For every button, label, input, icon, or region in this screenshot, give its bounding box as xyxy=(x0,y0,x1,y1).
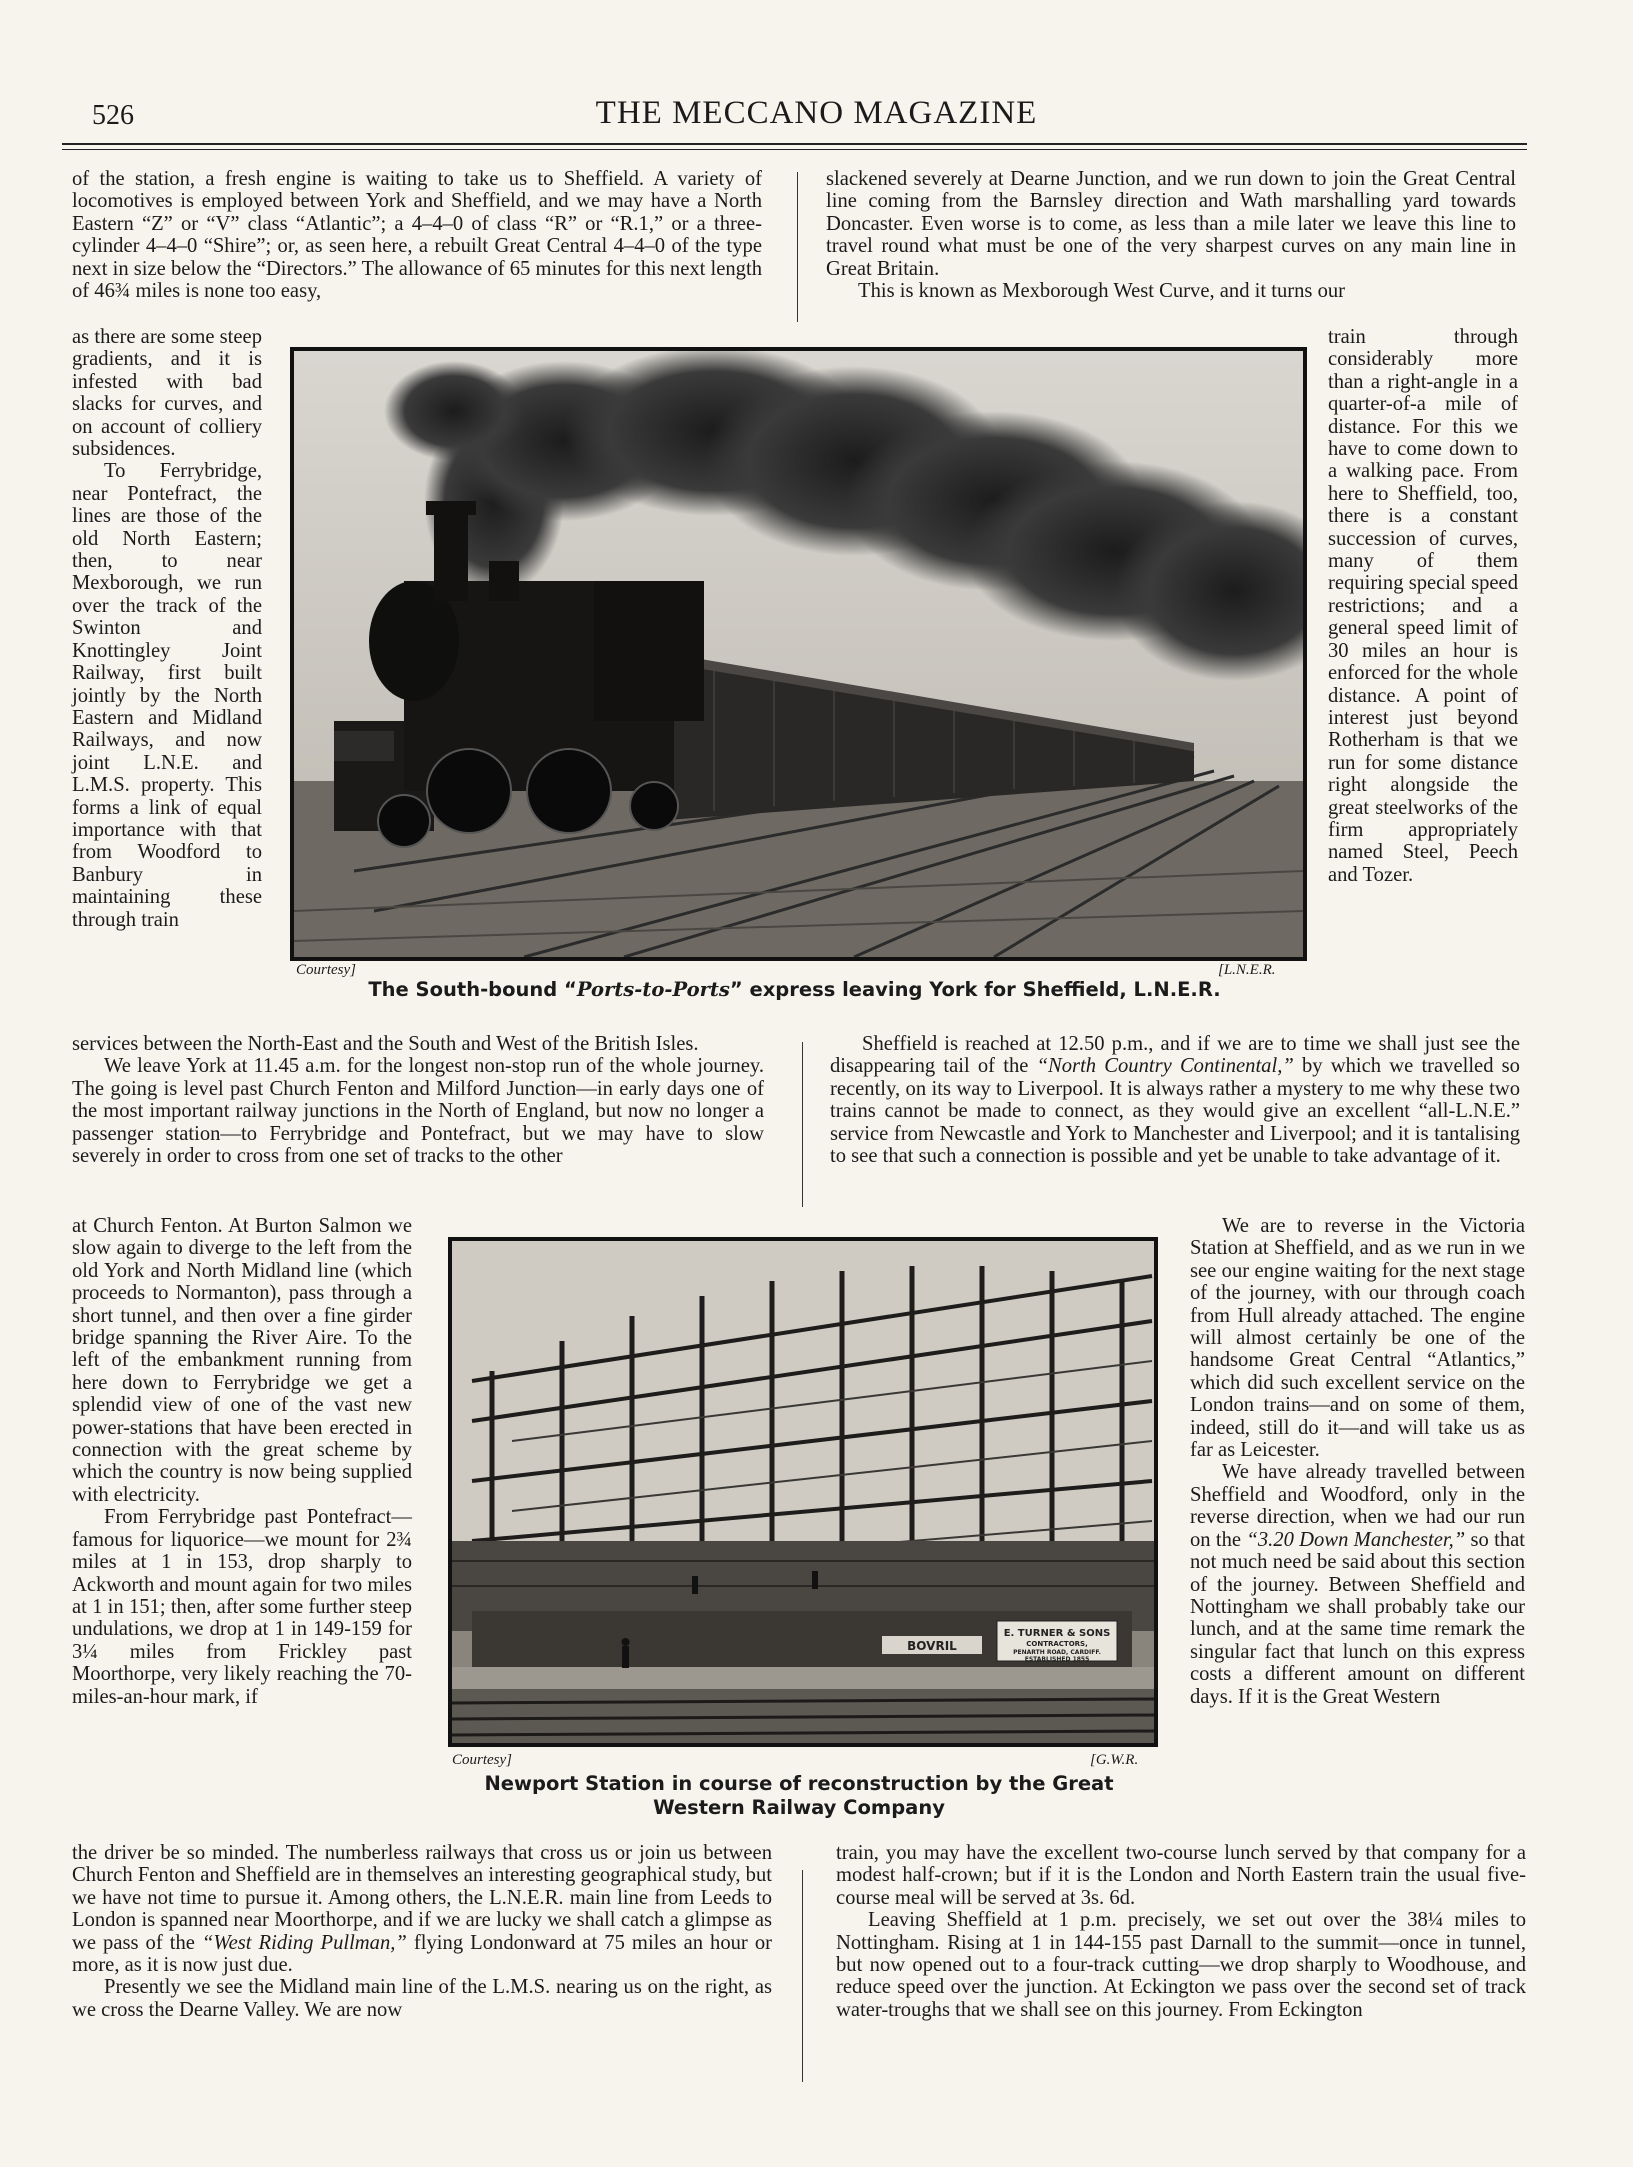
locomotive-photo-caption xyxy=(290,978,1299,1002)
train-name: “3.20 Down Manchester,” xyxy=(1246,1528,1466,1551)
paragraph-text: so that not much need be said about this section of the journey. Between Sheffield and Nottingham we shall probably take our lunch, and at the same time remark the singular fact that lunch on this express costs a different amount on different days. If it is the Great Western xyxy=(1190,1528,1526,1708)
photo-courtesy: Courtesy] xyxy=(452,1752,512,1768)
paragraph-text: We have already travelled between Sheffield and Woodford, only in the reverse direction, when we had our run on the xyxy=(1190,1461,1525,1551)
hoarding-sign-text: PENARTH ROAD, CARDIFF. xyxy=(1013,1649,1101,1656)
paragraph: Leaving Sheffield at 1 p.m. precisely, we set out over the 38¼ miles to Nottingham. Rising at 1 in 144-155 past Darnall to the summit—once in tunnel, but now opened out to a four-track cutting—we drop sharply to Woodhouse, and reduce speed over the junction. At Eckington we pass over the second set of track water-troughs that we shall see on this journey. From Eckington xyxy=(836,1909,1526,2021)
paragraph: We leave York at 11.45 a.m. for the longest non-stop run of the whole journey. The going is level past Church Fenton and Milford Junction—in early days one of the most important railway junctions in the North of England, but now no longer a passenger station—to Ferrybridge and Pontefract, but we may have to slow severely in order to cross from one set of tracks to the other xyxy=(72,1055,764,1168)
paragraph-text: the driver be so minded. The numberless railways that cross us or join us between Church Fenton and Sheffield are in themselves an interesting geographical study, but we have not time to pursue it. Among others, the L.N.E.R. main line from Leeds to London is spanned near Moorthorpe, and if we are lucky we shall catch a glimpse as we pass of the xyxy=(72,1842,772,1954)
text-left-top xyxy=(72,168,762,302)
hoarding-sign-text: E. TURNER & SONS xyxy=(1003,1628,1111,1639)
text-left-narrow-2 xyxy=(72,1215,412,1708)
text-right-narrow xyxy=(1328,326,1518,886)
paragraph-text: Sheffield is reached at 12.50 p.m., and if we are to time we shall just see the disappearing tail of the xyxy=(830,1033,1520,1078)
paragraph: We are to reverse in the Victoria Station at Sheffield, and as we run in we see our engine waiting for the next stage of the journey, with our through coach from Hull already attached. The engine will almost certainly be one of the handsome Great Central “Atlantics,” which did such excellent service on the London trains—and on some of them, indeed, still do it—and will take us as far as Leicester. xyxy=(1190,1215,1525,1462)
column-rule-middle xyxy=(802,1042,803,1207)
train-name: “North Country Continental,” xyxy=(1036,1055,1294,1078)
photo-courtesy: Courtesy] xyxy=(296,962,356,978)
paragraph: This is known as Mexborough West Curve, and it turns our xyxy=(858,280,1346,303)
paragraph: of the station, a fresh engine is waiting to take us to Sheffield. A variety of locomotives is employed between York and Sheffield, and we may have a North Eastern “Z” or “V” class “Atlantic”; a 4–4–0 of class “R” or “R.1,” or a three-cylinder 4–4–0 “Shire”; or, as seen here, a rebuilt Great Central 4–4–0 of the type next in size below the “Directors.” The allowance of 65 minutes for this next length of 46¾ miles is none too easy, xyxy=(72,168,762,303)
caption-text: The South-bound “ xyxy=(368,978,577,1001)
text-right-narrow-2 xyxy=(1190,1215,1525,1708)
paragraph-text: flying Londonward at 75 miles an hour or more, as it is now just due. xyxy=(72,1931,772,1977)
text-right-mid xyxy=(830,1033,1520,1167)
hoarding-sign-text: ESTABLISHED 1855 xyxy=(1024,1656,1090,1663)
magazine-title: THE MECCANO MAGAZINE xyxy=(595,95,1038,131)
photo-credit: [G.W.R. xyxy=(1090,1752,1139,1768)
paragraph: as there are some steep gradients, and it is infested with bad slacks for curves, and on account of colliery subsidences. xyxy=(72,326,262,461)
train-name: “West Riding Pullman,” xyxy=(201,1931,407,1954)
header-rule-thin xyxy=(62,149,1527,150)
caption-train-name: Ports-to-Ports xyxy=(576,978,730,1001)
header-rule xyxy=(62,143,1527,145)
hoarding-sign-text: CONTRACTORS, xyxy=(1026,1640,1088,1648)
text-left-bottom xyxy=(72,1842,772,2021)
text-left-mid xyxy=(72,1033,764,1167)
paragraph: train through considerably more than a right-angle in a quarter-of-a mile of distance. For this we have to come down to a walking pace. From here to Sheffield, too, there is a constant succession of curves, many of them requiring special speed restrictions; and a general speed limit of 30 miles an hour is enforced for the whole distance. A point of interest just beyond Rotherham is that we run for some distance right alongside the great steelworks of the firm appropriately named Steel, Peech and Tozer. xyxy=(1328,326,1518,886)
paragraph: To Ferrybridge, near Pontefract, the lines are those of the old North Eastern; then, to near Mexborough, we run over the track of the Swinton and Knottingley Joint Railway, first built jointly by the North Eastern and Midland Railways, and now joint L.N.E. and L.M.S. property. This forms a link of equal importance with that from Woodford to Banbury in maintaining these through train xyxy=(72,460,262,931)
paragraph-text: by which we travelled so recently, on its way to Liverpool. It is always rather a mystery to me why these two trains cannot be made to connect, as they would give an excellent “all-L.N.E.” service from Newcastle and York to Manchester and Liverpool; and it is tantalising to see that such a connection is possible and yet be unable to take advantage of it. xyxy=(830,1055,1520,1168)
paragraph: Presently we see the Midland main line of the L.M.S. nearing us on the right, as we cross the Dearne Valley. We are now xyxy=(72,1976,772,2021)
page-number: 526 xyxy=(92,100,134,131)
station-photo xyxy=(448,1237,1158,1747)
paragraph: From Ferrybridge past Pontefract—famous for liquorice—we mount for 2¾ miles at 1 in 153, drop sharply to Ackworth and mount again for two miles at 1 in 151; then, after some further steep undulations, we drop at 1 in 149-159 for 3¼ miles from Frickley past Moorthorpe, very likely reaching the 70-miles-an-hour mark, if xyxy=(72,1506,412,1708)
locomotive-photo-image xyxy=(294,351,1303,957)
station-photo-caption: Newport Station in course of reconstruction by the Great Western Railway Company xyxy=(484,1772,1114,1819)
text-right-top xyxy=(826,168,1516,302)
paragraph: services between the North-East and the South and West of the British Isles. xyxy=(72,1033,699,1055)
paragraph: train, you may have the excellent two-course lunch served by that company for a modest half-crown; but if it is the London and North Eastern train the usual five-course meal will be served at 3s. 6d. xyxy=(836,1842,1526,1909)
text-left-narrow xyxy=(72,326,262,931)
column-rule-bottom xyxy=(802,1870,803,2082)
paragraph: at Church Fenton. At Burton Salmon we slow again to diverge to the left from the old York and North Midland line (which proceeds to Normanton), pass through a short tunnel, and then over a fine girder bridge spanning the River Aire. To the left of the embankment running from here down to Ferrybridge we get a splendid view of one of the vast new power-stations that have been erected in connection with the great scheme by which the country is now being supplied with electricity. xyxy=(72,1215,412,1506)
hoarding-ad-text: BOVRIL xyxy=(907,1639,957,1653)
station-photo-image xyxy=(452,1241,1154,1743)
paragraph: slackened severely at Dearne Junction, and we run down to join the Great Central line coming from the Barnsley direction and Wath marshalling yard towards Doncaster. Even worse is to come, as less than a mile later we leave this line to travel round what must be one of the very sharpest curves on any main line in Great Britain. xyxy=(826,168,1516,280)
caption-text: ” express leaving York for Sheffield, L.N.E.R. xyxy=(729,978,1221,1001)
photo-credit: [L.N.E.R. xyxy=(1218,962,1276,978)
locomotive-photo xyxy=(290,347,1307,961)
text-right-bottom xyxy=(836,1842,1526,2021)
column-rule-top xyxy=(797,172,798,322)
